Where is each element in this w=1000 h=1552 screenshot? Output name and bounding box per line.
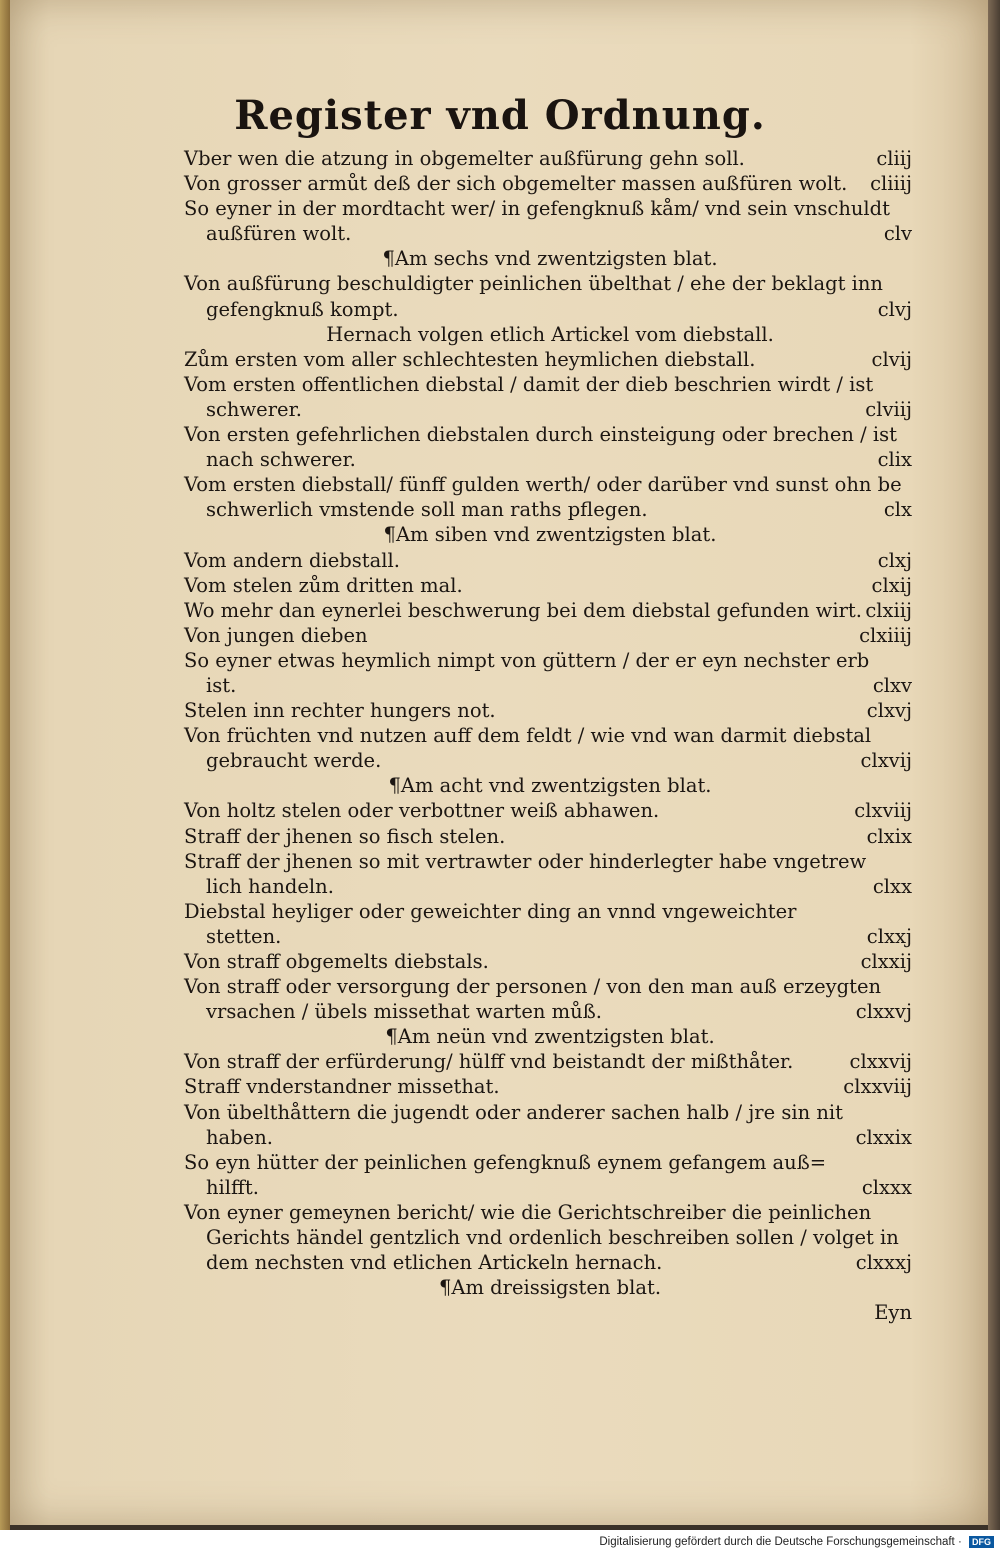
entry-text: Von eyner gemeynen bericht/ wie die Gerichtschreiber die peinlichen xyxy=(184,1200,872,1224)
folio-number: clxxij xyxy=(860,950,912,973)
register-entry xyxy=(184,497,916,522)
entry-text: Diebstal heyliger oder geweichter ding an vnnd vngeweichter xyxy=(184,899,797,923)
register-entry xyxy=(184,271,916,296)
entry-text: Hernach volgen etlich Artickel vom diebstall. xyxy=(326,322,774,346)
folio-number: clxix xyxy=(866,824,912,848)
entry-text: vrsachen / übels missethat warten můß. xyxy=(206,1000,602,1024)
folio-number: cliij xyxy=(876,147,912,170)
entry-text: außfüren wolt. xyxy=(206,222,352,246)
entry-text: ¶ Am neün vnd zwentzigsten blat. xyxy=(184,1024,916,1049)
page-edge-left xyxy=(0,0,10,1530)
register-entry xyxy=(184,598,916,623)
entry-text: So eyner etwas heymlich nimpt von güttern / der er eyn nechster erb xyxy=(184,648,870,672)
register-entry xyxy=(184,623,916,648)
register-entry xyxy=(184,824,916,849)
register-entry xyxy=(184,1125,916,1150)
register-entry xyxy=(184,171,916,196)
folio-number: clxxx xyxy=(861,1175,912,1199)
folio-number: clxij xyxy=(871,573,912,597)
entry-text: Von jungen dieben xyxy=(184,623,368,647)
entry-text: Von straff oder versorgung der personen / von den man auß erzeygten xyxy=(184,975,882,999)
section-heading xyxy=(184,322,916,347)
folio-number: clxxix xyxy=(855,1125,912,1149)
entry-text: Wo mehr dan eynerlei beschwerung bei dem diebstal gefunden wirt. xyxy=(184,598,862,622)
entry-text: hilfft. xyxy=(206,1175,259,1199)
register-entry xyxy=(184,1150,916,1175)
entry-text: ¶ Am acht vnd zwentzigsten blat. xyxy=(184,773,916,798)
entry-text: Zům ersten vom aller schlechtesten heymlichen diebstall. xyxy=(184,347,756,371)
entry-text: Von holtz stelen oder verbottner weiß abhawen. xyxy=(184,799,660,823)
entry-text: Straff der jhenen so mit vertrawter oder hinderlegter habe vngetrew xyxy=(184,849,867,873)
entry-text: Vom andern diebstall. xyxy=(184,548,400,572)
entry-text: Von ersten gefehrlichen diebstalen durch einsteigung oder brechen / ist xyxy=(184,423,897,447)
entry-text: nach schwerer. xyxy=(206,448,356,472)
folio-number: clxxvij xyxy=(849,1050,912,1074)
register-entry xyxy=(184,297,916,322)
entry-text: dem nechsten vnd etlichen Artickeln hernach. xyxy=(206,1251,663,1275)
page-heading: Register vnd Ordnung. xyxy=(234,92,766,139)
section-heading xyxy=(184,1024,916,1049)
entry-text: Von früchten vnd nutzen auff dem feldt / wie vnd wan darmit diebstal xyxy=(184,724,872,748)
footer-credit: Digitalisierung gefördert durch die Deutsche Forschungsgemeinschaft · DFG xyxy=(0,1532,994,1552)
entry-text: ¶ Am siben vnd zwentzigsten blat. xyxy=(184,522,916,547)
register-entry xyxy=(184,1100,916,1125)
register-entry xyxy=(184,849,916,874)
register-entry xyxy=(184,347,916,372)
entry-text: Stelen inn rechter hungers not. xyxy=(184,699,496,723)
folio-number: clv xyxy=(883,222,912,246)
register-entry xyxy=(184,196,916,221)
folio-number: clxvij xyxy=(860,749,912,773)
register-entry xyxy=(184,1175,916,1200)
entry-text: ¶ Am sechs vnd zwentzigsten blat. xyxy=(184,246,916,271)
register-entries xyxy=(184,146,916,1325)
folio-number: clxxj xyxy=(866,924,912,948)
register-entry xyxy=(184,372,916,397)
entry-text: Von übelthåttern die jugendt oder anderer sachen halb / jre sin nit xyxy=(184,1100,843,1124)
section-heading xyxy=(184,1275,916,1325)
folio-number: clxxviij xyxy=(843,1075,912,1099)
register-entry xyxy=(184,949,916,974)
register-entry xyxy=(184,748,916,773)
register-entry xyxy=(184,798,916,823)
section-heading xyxy=(184,522,916,547)
entry-text: lich handeln. xyxy=(206,874,334,898)
entry-text: schwerlich vmstende soll man raths pflegen. xyxy=(206,498,648,522)
footer-text: Digitalisierung gefördert durch die Deutsche Forschungsgemeinschaft xyxy=(599,1536,955,1548)
entry-text: Von straff der erfürderung/ hülff vnd beistandt der mißthåter. xyxy=(184,1050,794,1074)
register-entry xyxy=(184,548,916,573)
register-entry xyxy=(184,1074,916,1099)
register-entry xyxy=(184,1200,916,1225)
entry-text: So eyn hütter der peinlichen gefengknuß eynem gefangem auß= xyxy=(184,1150,827,1174)
folio-number: clvij xyxy=(871,347,912,371)
entry-text: Straff vnderstandner missethat. xyxy=(184,1075,500,1099)
entry-text: Vom ersten diebstall/ fünff gulden werth/ oder darüber vnd sunst ohn be xyxy=(184,473,902,497)
section-heading xyxy=(184,246,916,271)
entry-text: Von grosser armůt deß der sich obgemelter massen außfüren wolt. xyxy=(184,172,848,196)
entry-text: So eyner in der mordtacht wer/ in gefengknuß kåm/ vnd sein vnschuldt xyxy=(184,197,890,221)
register-entry xyxy=(184,924,916,949)
register-entry xyxy=(184,673,916,698)
folio-number: clvj xyxy=(877,297,912,321)
register-entry xyxy=(184,573,916,598)
register-entry xyxy=(184,723,916,748)
folio-number: clxiij xyxy=(865,598,912,622)
register-entry xyxy=(184,447,916,472)
register-entry xyxy=(184,1250,916,1275)
folio-number: clix xyxy=(877,448,912,472)
entry-text: ist. xyxy=(206,673,237,697)
register-entry xyxy=(184,648,916,673)
dfg-logo: DFG xyxy=(969,1536,994,1548)
section-heading xyxy=(184,773,916,798)
folio-number: clxvj xyxy=(866,699,912,723)
register-entry xyxy=(184,899,916,924)
folio-number: clxiiij xyxy=(859,623,912,647)
entry-text: stetten. xyxy=(206,924,282,948)
page-edge-right xyxy=(988,0,1000,1530)
register-entry xyxy=(184,422,916,447)
folio-number: clxxxj xyxy=(855,1251,912,1275)
entry-text: Von außfürung beschuldigter peinlichen übelthat / ehe der beklagt inn xyxy=(184,272,883,296)
register-entry xyxy=(184,1225,916,1250)
entry-text: Vber wen die atzung in obgemelter außfürung gehn soll. xyxy=(184,147,745,170)
folio-number: clxj xyxy=(877,548,912,572)
register-entry xyxy=(184,698,916,723)
entry-text: Straff der jhenen so fisch stelen. xyxy=(184,824,506,848)
entry-text: gefengknuß kompt. xyxy=(206,297,399,321)
folio-number: clx xyxy=(883,498,912,522)
folio-number: cliiij xyxy=(870,172,912,196)
register-entry xyxy=(184,472,916,497)
entry-text: schwerer. xyxy=(206,397,302,421)
register-entry xyxy=(184,974,916,999)
folio-number: Eyn xyxy=(874,1301,912,1325)
entry-text: Vom stelen zům dritten mal. xyxy=(184,573,463,597)
register-entry xyxy=(184,1049,916,1074)
register-entry xyxy=(184,999,916,1024)
entry-text: Vom ersten offentlichen diebstal / damit der dieb beschrien wirdt / ist xyxy=(184,372,874,396)
entry-text: ¶ Am dreissigsten blat. xyxy=(184,1275,916,1300)
register-entry xyxy=(184,146,916,171)
register-entry xyxy=(184,874,916,899)
folio-number: clxxvj xyxy=(855,1000,912,1024)
entry-text: Gerichts händel gentzlich vnd ordenlich beschreiben sollen / volget in xyxy=(206,1226,899,1250)
register-entry xyxy=(184,221,916,246)
folio-number: clxviij xyxy=(854,799,912,823)
entry-text: gebraucht werde. xyxy=(206,749,382,773)
entry-text: Von straff obgemelts diebstals. xyxy=(184,950,489,973)
folio-number: clviij xyxy=(865,397,912,421)
register-entry xyxy=(184,397,916,422)
folio-number: clxx xyxy=(872,874,912,898)
folio-number: clxv xyxy=(872,673,912,697)
entry-text: haben. xyxy=(206,1125,273,1149)
